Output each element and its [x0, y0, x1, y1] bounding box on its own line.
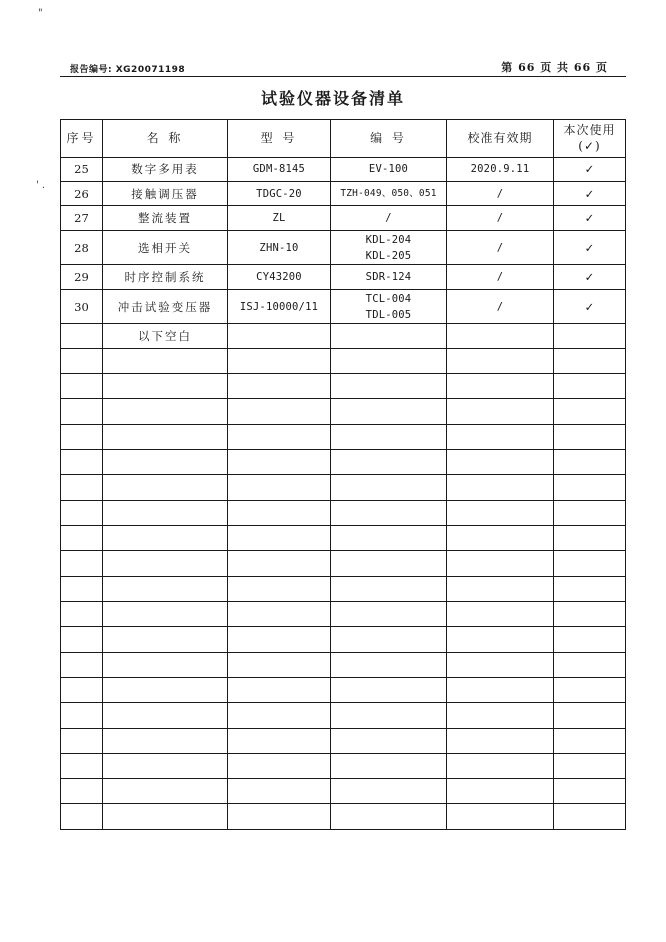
empty-cell	[228, 703, 331, 728]
row-index: 26	[61, 182, 103, 206]
empty-cell	[228, 576, 331, 601]
empty-cell	[331, 627, 447, 652]
empty-cell	[103, 779, 228, 804]
empty-cell	[103, 450, 228, 475]
row-used-check: ✓	[554, 206, 626, 230]
empty-cell	[61, 526, 103, 551]
empty-cell	[61, 450, 103, 475]
header-divider	[60, 76, 626, 77]
table-row	[61, 157, 626, 181]
page-indicator: 第 66 页 共 66 页	[501, 61, 608, 74]
row-name: 整流装置	[103, 206, 228, 230]
empty-row	[61, 450, 626, 475]
empty-cell	[61, 576, 103, 601]
empty-cell	[61, 652, 103, 677]
empty-cell	[228, 652, 331, 677]
row-name: 选相开关	[103, 230, 228, 265]
empty-cell	[103, 500, 228, 525]
header-used-check: (✓)	[578, 139, 601, 154]
row-validity: 2020.9.11	[447, 157, 554, 181]
empty-cell	[447, 551, 554, 576]
empty-cell	[554, 601, 626, 626]
empty-cell	[554, 348, 626, 373]
empty-cell	[331, 703, 447, 728]
row-validity: /	[447, 289, 554, 324]
empty-cell	[103, 475, 228, 500]
empty-row	[61, 703, 626, 728]
empty-cell	[554, 526, 626, 551]
empty-cell	[554, 551, 626, 576]
empty-row	[61, 551, 626, 576]
table-row	[61, 206, 626, 230]
empty-cell	[554, 576, 626, 601]
empty-cell	[61, 728, 103, 753]
row-code-line: KDL-204	[365, 233, 412, 246]
empty-cell	[103, 399, 228, 424]
empty-cell	[554, 424, 626, 449]
empty-cell	[554, 677, 626, 702]
empty-cell	[228, 374, 331, 399]
blank-note: 以下空白	[103, 324, 228, 348]
empty-row	[61, 526, 626, 551]
empty-row	[61, 475, 626, 500]
empty-cell	[331, 500, 447, 525]
empty-cell	[554, 399, 626, 424]
row-name: 时序控制系统	[103, 265, 228, 289]
header-model: 型 号	[228, 120, 331, 158]
empty-cell	[61, 627, 103, 652]
row-used-check: ✓	[554, 182, 626, 206]
empty-cell	[554, 753, 626, 778]
empty-cell	[331, 753, 447, 778]
empty-cell	[554, 703, 626, 728]
empty-cell	[103, 526, 228, 551]
empty-cell	[447, 576, 554, 601]
row-model: ZHN-10	[228, 230, 331, 265]
equipment-table	[60, 119, 626, 830]
blank-note-row	[61, 324, 626, 348]
empty-cell	[554, 475, 626, 500]
empty-row	[61, 399, 626, 424]
empty-cell	[447, 652, 554, 677]
empty-cell	[103, 652, 228, 677]
empty-cell	[447, 399, 554, 424]
empty-cell	[228, 424, 331, 449]
empty-cell	[103, 576, 228, 601]
empty-cell	[331, 728, 447, 753]
empty-cell	[103, 728, 228, 753]
empty-cell	[331, 551, 447, 576]
empty-cell	[103, 348, 228, 373]
empty-row	[61, 779, 626, 804]
row-code: /	[331, 206, 447, 230]
table-header-row	[61, 120, 626, 158]
empty-cell	[331, 677, 447, 702]
empty-row	[61, 652, 626, 677]
row-validity: /	[447, 182, 554, 206]
empty-cell	[103, 551, 228, 576]
row-validity: /	[447, 230, 554, 265]
header-validity: 校准有效期	[447, 120, 554, 158]
row-used-check: ✓	[554, 157, 626, 181]
empty-cell	[103, 804, 228, 830]
empty-cell	[228, 677, 331, 702]
row-name: 数字多用表	[103, 157, 228, 181]
row-index: 28	[61, 230, 103, 265]
empty-row	[61, 728, 626, 753]
empty-row	[61, 348, 626, 373]
empty-cell	[61, 424, 103, 449]
table-row	[61, 182, 626, 206]
empty-row	[61, 576, 626, 601]
empty-cell	[447, 526, 554, 551]
empty-cell	[331, 652, 447, 677]
row-code-line: KDL-205	[365, 249, 412, 262]
empty-row	[61, 601, 626, 626]
empty-cell	[331, 450, 447, 475]
empty-cell	[103, 703, 228, 728]
row-model: CY43200	[228, 265, 331, 289]
row-code-line: TDL-005	[365, 308, 412, 321]
header-code: 编 号	[331, 120, 447, 158]
row-code: SDR-124	[331, 265, 447, 289]
header-used-label: 本次使用	[563, 123, 616, 138]
empty-row	[61, 500, 626, 525]
empty-row	[61, 374, 626, 399]
empty-cell	[447, 804, 554, 830]
empty-cell	[61, 703, 103, 728]
empty-cell	[554, 500, 626, 525]
empty-cell	[228, 804, 331, 830]
empty-cell	[228, 475, 331, 500]
row-index: 29	[61, 265, 103, 289]
empty-cell	[331, 804, 447, 830]
report-number: 报告编号: XG20071198	[70, 65, 186, 75]
row-index: 30	[61, 289, 103, 324]
empty-cell	[331, 601, 447, 626]
row-index: 25	[61, 157, 103, 181]
empty-cell	[61, 779, 103, 804]
empty-cell	[103, 627, 228, 652]
row-used-check: ✓	[554, 230, 626, 265]
empty-cell	[103, 374, 228, 399]
row-model: GDM-8145	[228, 157, 331, 181]
empty-cell	[331, 576, 447, 601]
row-model: TDGC-20	[228, 182, 331, 206]
empty-cell	[61, 677, 103, 702]
row-name: 接触调压器	[103, 182, 228, 206]
empty-cell	[447, 374, 554, 399]
row-used-check: ✓	[554, 265, 626, 289]
empty-cell	[61, 348, 103, 373]
empty-cell	[554, 728, 626, 753]
row-index: 27	[61, 206, 103, 230]
header-used	[554, 120, 626, 158]
empty-cell	[331, 475, 447, 500]
table-row	[61, 265, 626, 289]
row-code: TZH-049、050、051	[331, 182, 447, 206]
row-model: ISJ-10000/11	[228, 289, 331, 324]
empty-row	[61, 424, 626, 449]
empty-cell	[228, 450, 331, 475]
row-used-check: ✓	[554, 289, 626, 324]
empty-cell	[331, 779, 447, 804]
empty-cell	[228, 500, 331, 525]
empty-cell	[331, 399, 447, 424]
row-name: 冲击试验变压器	[103, 289, 228, 324]
empty-cell	[228, 551, 331, 576]
empty-cell	[447, 703, 554, 728]
empty-cell	[447, 627, 554, 652]
empty-cell	[331, 424, 447, 449]
empty-cell	[554, 374, 626, 399]
table-row	[61, 289, 626, 324]
empty-cell	[61, 753, 103, 778]
empty-cell	[447, 475, 554, 500]
empty-cell	[61, 374, 103, 399]
empty-cell	[103, 601, 228, 626]
header-name: 名 称	[103, 120, 228, 158]
page-title: 试验仪器设备清单	[260, 89, 405, 108]
row-code	[331, 289, 447, 324]
empty-row	[61, 804, 626, 830]
empty-cell	[554, 627, 626, 652]
row-code: EV-100	[331, 157, 447, 181]
empty-cell	[103, 424, 228, 449]
empty-cell	[447, 677, 554, 702]
empty-cell	[228, 753, 331, 778]
empty-cell	[61, 804, 103, 830]
empty-cell	[447, 728, 554, 753]
empty-cell	[447, 424, 554, 449]
empty-cell	[447, 450, 554, 475]
row-code-line: TCL-004	[365, 292, 412, 305]
table-row	[61, 230, 626, 265]
empty-cell	[447, 348, 554, 373]
empty-cell	[447, 500, 554, 525]
empty-cell	[228, 728, 331, 753]
empty-cell	[228, 399, 331, 424]
empty-row	[61, 753, 626, 778]
empty-cell	[103, 677, 228, 702]
empty-cell	[228, 348, 331, 373]
row-validity: /	[447, 265, 554, 289]
empty-row	[61, 677, 626, 702]
empty-cell	[61, 601, 103, 626]
empty-cell	[554, 804, 626, 830]
scan-mark-left: ' .	[36, 180, 46, 191]
empty-cell	[554, 450, 626, 475]
empty-cell	[61, 551, 103, 576]
empty-cell	[61, 399, 103, 424]
row-model: ZL	[228, 206, 331, 230]
empty-cell	[554, 779, 626, 804]
row-code	[331, 230, 447, 265]
empty-cell	[447, 601, 554, 626]
empty-cell	[61, 500, 103, 525]
empty-cell	[228, 627, 331, 652]
empty-row	[61, 627, 626, 652]
scan-mark-top: "	[38, 8, 43, 19]
empty-cell	[447, 779, 554, 804]
empty-cell	[447, 753, 554, 778]
empty-cell	[331, 526, 447, 551]
empty-cell	[331, 374, 447, 399]
empty-cell	[554, 652, 626, 677]
empty-cell	[331, 348, 447, 373]
empty-cell	[61, 475, 103, 500]
header-index: 序号	[61, 120, 103, 158]
empty-cell	[228, 779, 331, 804]
empty-cell	[228, 601, 331, 626]
empty-cell	[103, 753, 228, 778]
empty-cell	[228, 526, 331, 551]
row-validity: /	[447, 206, 554, 230]
